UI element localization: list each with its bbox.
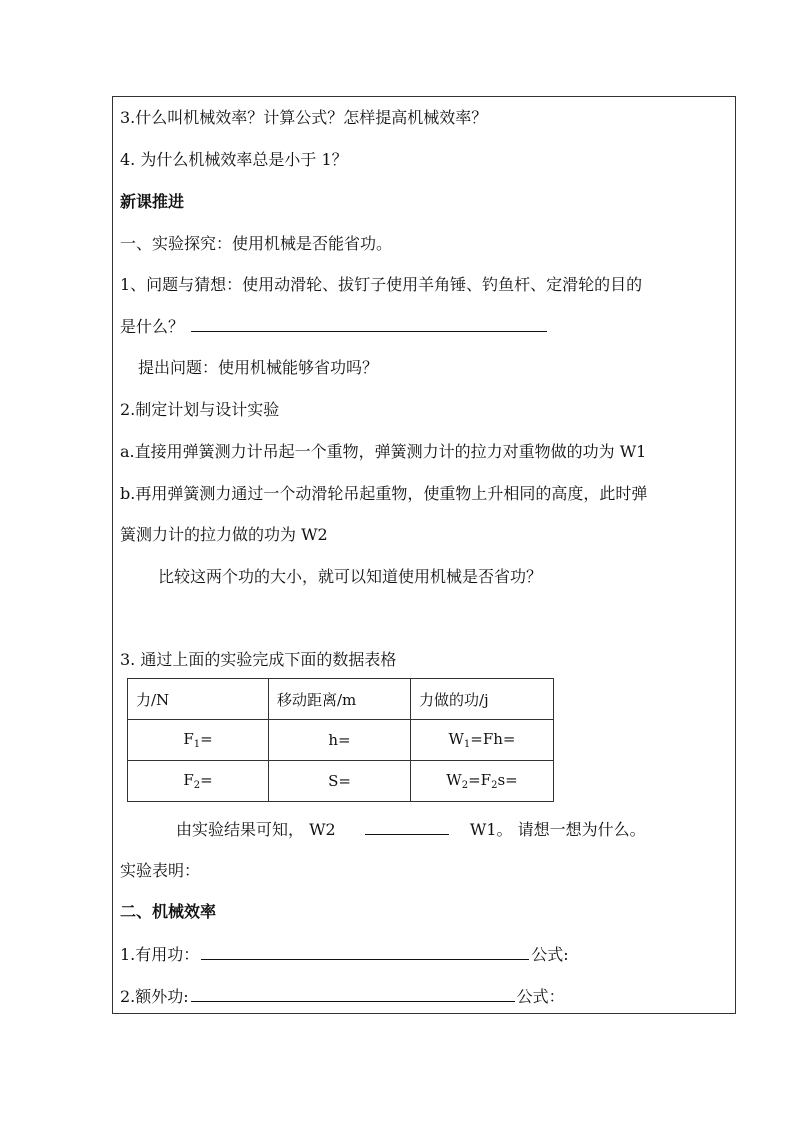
table-cell-f1[interactable]: $F_1=$	[128, 720, 269, 761]
new-lesson-heading: 新课推进	[120, 192, 185, 211]
item-2: 2.制定计划与设计实验	[120, 400, 280, 419]
data-table	[127, 678, 554, 802]
step-b-line-1: b.再用弹簧测力通过一个动滑轮吊起重物，使重物上升相同的高度，此时弹	[120, 484, 648, 503]
table-header-cell: 力/N	[128, 679, 269, 720]
table-header-cell: 力做的功/j	[411, 679, 554, 720]
answer-blank-extra-work[interactable]	[191, 985, 515, 1002]
result-suffix: W1。 请想一想为什么。	[469, 820, 646, 839]
useful-work-label: 1.有用功：	[120, 945, 200, 964]
table-row	[128, 720, 554, 761]
question-3: 3.什么叫机械效率？计算公式？怎样提高机械效率？	[120, 108, 488, 127]
extra-work-line	[120, 985, 565, 1008]
step-b-line-2: 簧测力计的拉力做的功为 W2	[120, 525, 328, 544]
item-1-line-2-text: 是什么？	[120, 317, 185, 336]
formula-label: 公式:	[531, 945, 569, 964]
question-4: 4. 为什么机械效率总是小于 1？	[120, 150, 348, 169]
table-header-cell: 移动距离/m	[269, 679, 411, 720]
table-cell-w1[interactable]: $W_1=Fh=$	[411, 720, 554, 761]
answer-blank-useful-work[interactable]	[201, 943, 529, 960]
item-1-line-1: 1、问题与猜想：使用动滑轮、拔钉子使用羊角锤、钓鱼杆、定滑轮的目的	[120, 275, 643, 294]
result-prefix: 由实验结果可知， W2	[176, 820, 336, 839]
item-1-line-2	[120, 315, 549, 338]
table-cell-s[interactable]: S=	[269, 761, 411, 802]
answer-blank-purpose[interactable]	[191, 315, 547, 332]
compare-text: 比较这两个功的大小，就可以知道使用机械是否省功？	[158, 567, 543, 586]
section-2-title: 二、机械效率	[120, 902, 217, 921]
table-header-row	[128, 679, 554, 720]
formula-label: 公式：	[516, 987, 565, 1006]
table-cell-w2[interactable]: $W_2=F_2s=$	[411, 761, 554, 802]
useful-work-line	[120, 943, 569, 966]
answer-blank-compare[interactable]	[365, 818, 449, 835]
extra-work-label: 2.额外功:	[120, 987, 189, 1006]
table-row	[128, 761, 554, 802]
table-cell-f2[interactable]: $F_2=$	[128, 761, 269, 802]
experiment-shows: 实验表明：	[120, 861, 201, 880]
result-line	[176, 818, 646, 841]
raise-question: 提出问题：使用机械能够省功吗？	[138, 358, 379, 377]
section-1-title: 一、实验探究：使用机械是否能省功。	[120, 234, 393, 253]
table-cell-h[interactable]: h=	[269, 720, 411, 761]
step-a: a.直接用弹簧测力计吊起一个重物，弹簧测力计的拉力对重物做的功为 W1	[120, 442, 647, 461]
item-3: 3. 通过上面的实验完成下面的数据表格	[120, 650, 397, 669]
